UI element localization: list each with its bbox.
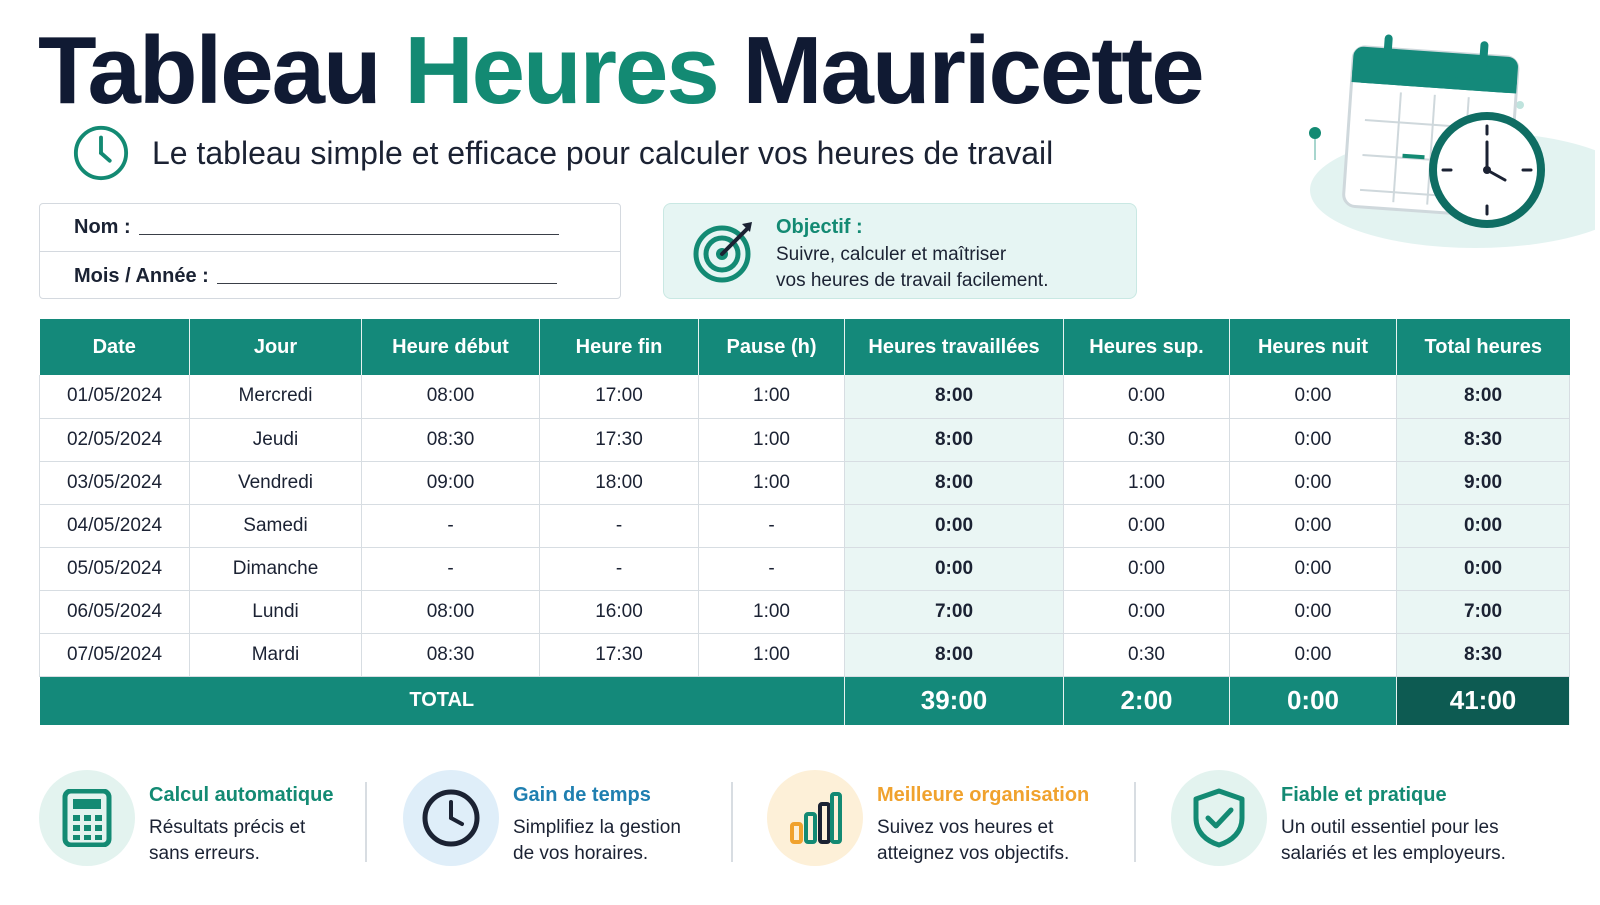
cell-day[interactable]: Lundi [190, 590, 362, 633]
cell-night[interactable]: 0:00 [1230, 633, 1397, 676]
cell-night[interactable]: 0:00 [1230, 547, 1397, 590]
cell-total[interactable]: 8:30 [1397, 418, 1570, 461]
name-field[interactable] [139, 234, 559, 235]
objective-line-1: Suivre, calculer et maîtriser [776, 244, 1007, 265]
cell-total[interactable]: 0:00 [1397, 504, 1570, 547]
month-year-line [40, 252, 620, 300]
cell-total[interactable]: 7:00 [1397, 590, 1570, 633]
objective-title: Objectif : [776, 216, 863, 238]
feature-desc-line-1: Résultats précis et [149, 817, 306, 838]
month-year-field[interactable] [217, 283, 557, 284]
grand-total: 41:00 [1397, 676, 1570, 725]
cell-start[interactable]: - [362, 547, 540, 590]
feature-reliable [1171, 770, 1511, 868]
total-night: 0:00 [1230, 676, 1397, 725]
feature-desc-line-2: salariés et les employeurs. [1281, 843, 1506, 864]
total-row [40, 676, 1570, 725]
feature-description [877, 815, 1117, 867]
cell-end[interactable]: - [540, 547, 699, 590]
cell-break[interactable]: - [699, 504, 845, 547]
cell-night[interactable]: 0:00 [1230, 375, 1397, 418]
objective-line-2: vos heures de travail facilement. [776, 270, 1049, 291]
cell-worked[interactable]: 7:00 [845, 590, 1064, 633]
col-header-day[interactable]: Jour [190, 319, 362, 375]
clock-icon [403, 770, 499, 866]
cell-day[interactable]: Jeudi [190, 418, 362, 461]
feature-desc-line-1: Un outil essentiel pour les [1281, 817, 1499, 838]
total-worked: 39:00 [845, 676, 1064, 725]
col-header-start[interactable]: Heure début [362, 319, 540, 375]
feature-title: Fiable et pratique [1281, 784, 1447, 806]
cell-date[interactable]: 01/05/2024 [40, 375, 190, 418]
cell-night[interactable]: 0:00 [1230, 461, 1397, 504]
cell-break[interactable]: 1:00 [699, 375, 845, 418]
feature-desc-line-2: sans erreurs. [149, 843, 260, 864]
feature-desc-line-2: atteignez vos objectifs. [877, 843, 1070, 864]
cell-date[interactable]: 07/05/2024 [40, 633, 190, 676]
cell-date[interactable]: 03/05/2024 [40, 461, 190, 504]
col-header-overtime[interactable]: Heures sup. [1064, 319, 1230, 375]
cell-overtime[interactable]: 0:00 [1064, 590, 1230, 633]
feature-desc-line-1: Suivez vos heures et [877, 817, 1054, 838]
objective-text [776, 242, 1126, 294]
cell-total[interactable]: 8:00 [1397, 375, 1570, 418]
feature-title: Meilleure organisation [877, 784, 1090, 806]
cell-start[interactable]: 09:00 [362, 461, 540, 504]
feature-divider [731, 782, 733, 862]
subtitle: Le tableau simple et efficace pour calculer vos heures de travail [152, 134, 1054, 171]
col-header-night[interactable]: Heures nuit [1230, 319, 1397, 375]
cell-end[interactable]: 16:00 [540, 590, 699, 633]
calendar-clock-illustration [1305, 30, 1595, 260]
cell-end[interactable]: 17:30 [540, 418, 699, 461]
feature-description [149, 815, 389, 867]
table-body [40, 375, 1570, 676]
objective-box [663, 203, 1137, 299]
cell-total[interactable]: 8:30 [1397, 633, 1570, 676]
cell-day[interactable]: Vendredi [190, 461, 362, 504]
feature-organisation [767, 770, 1107, 868]
target-icon [692, 218, 758, 284]
col-header-date[interactable]: Date [40, 319, 190, 375]
table-row [40, 547, 1570, 590]
name-line [40, 204, 620, 252]
cell-night[interactable]: 0:00 [1230, 590, 1397, 633]
cell-break[interactable]: 1:00 [699, 418, 845, 461]
cell-worked[interactable]: 8:00 [845, 461, 1064, 504]
cell-day[interactable]: Mardi [190, 633, 362, 676]
cell-date[interactable]: 06/05/2024 [40, 590, 190, 633]
cell-start[interactable]: 08:00 [362, 375, 540, 418]
cell-date[interactable]: 04/05/2024 [40, 504, 190, 547]
cell-total[interactable]: 0:00 [1397, 547, 1570, 590]
cell-total[interactable]: 9:00 [1397, 461, 1570, 504]
cell-overtime[interactable]: 1:00 [1064, 461, 1230, 504]
cell-end[interactable]: 17:00 [540, 375, 699, 418]
cell-break[interactable]: 1:00 [699, 590, 845, 633]
table-row [40, 590, 1570, 633]
cell-day[interactable]: Mercredi [190, 375, 362, 418]
cell-start[interactable]: 08:30 [362, 633, 540, 676]
title-part-2: Heures [404, 17, 718, 124]
cell-break[interactable]: - [699, 547, 845, 590]
subtitle-row [72, 124, 1053, 182]
col-header-break[interactable]: Pause (h) [699, 319, 845, 375]
cell-overtime[interactable]: 0:30 [1064, 418, 1230, 461]
col-header-total[interactable]: Total heures [1397, 319, 1570, 375]
cell-worked[interactable]: 8:00 [845, 375, 1064, 418]
cell-overtime[interactable]: 0:30 [1064, 633, 1230, 676]
cell-overtime[interactable]: 0:00 [1064, 504, 1230, 547]
cell-start[interactable]: - [362, 504, 540, 547]
cell-overtime[interactable]: 0:00 [1064, 547, 1230, 590]
calculator-icon [39, 770, 135, 866]
name-label: Nom : [74, 216, 131, 238]
col-header-worked[interactable]: Heures travaillées [845, 319, 1064, 375]
page-title [38, 18, 1203, 124]
table-row [40, 375, 1570, 418]
feature-time-saving [403, 770, 743, 868]
table-row [40, 418, 1570, 461]
hours-table [39, 319, 1570, 725]
clock-icon [72, 124, 130, 182]
cell-break[interactable]: 1:00 [699, 461, 845, 504]
cell-date[interactable]: 05/05/2024 [40, 547, 190, 590]
month-year-label: Mois / Année : [74, 264, 209, 287]
feature-title: Gain de temps [513, 784, 651, 806]
cell-start[interactable]: 08:30 [362, 418, 540, 461]
feature-description [513, 815, 753, 867]
feature-auto-calc [39, 770, 379, 868]
table-row [40, 461, 1570, 504]
feature-divider [365, 782, 367, 862]
employee-info-box [39, 203, 621, 299]
cell-day[interactable]: Dimanche [190, 547, 362, 590]
table-row [40, 504, 1570, 547]
cell-break[interactable]: 1:00 [699, 633, 845, 676]
cell-worked[interactable]: 8:00 [845, 633, 1064, 676]
feature-divider [1134, 782, 1136, 862]
cell-worked[interactable]: 8:00 [845, 418, 1064, 461]
cell-overtime[interactable]: 0:00 [1064, 375, 1230, 418]
feature-desc-line-1: Simplifiez la gestion [513, 817, 681, 838]
cell-night[interactable]: 0:00 [1230, 418, 1397, 461]
table-row [40, 633, 1570, 676]
cell-end[interactable]: 17:30 [540, 633, 699, 676]
title-part-1: Tableau [38, 17, 380, 124]
cell-day[interactable]: Samedi [190, 504, 362, 547]
total-label: TOTAL [40, 676, 845, 725]
shield-check-icon [1171, 770, 1267, 866]
cell-date[interactable]: 02/05/2024 [40, 418, 190, 461]
cell-start[interactable]: 08:00 [362, 590, 540, 633]
bar-chart-icon [767, 770, 863, 866]
feature-title: Calcul automatique [149, 784, 334, 806]
feature-description [1281, 815, 1541, 867]
cell-night[interactable]: 0:00 [1230, 504, 1397, 547]
cell-worked[interactable]: 0:00 [845, 504, 1064, 547]
table-header-row [40, 319, 1570, 375]
col-header-end[interactable]: Heure fin [540, 319, 699, 375]
cell-end[interactable]: - [540, 504, 699, 547]
cell-worked[interactable]: 0:00 [845, 547, 1064, 590]
feature-desc-line-2: de vos horaires. [513, 843, 649, 864]
total-overtime: 2:00 [1064, 676, 1230, 725]
title-part-3: Mauricette [742, 17, 1203, 124]
cell-end[interactable]: 18:00 [540, 461, 699, 504]
